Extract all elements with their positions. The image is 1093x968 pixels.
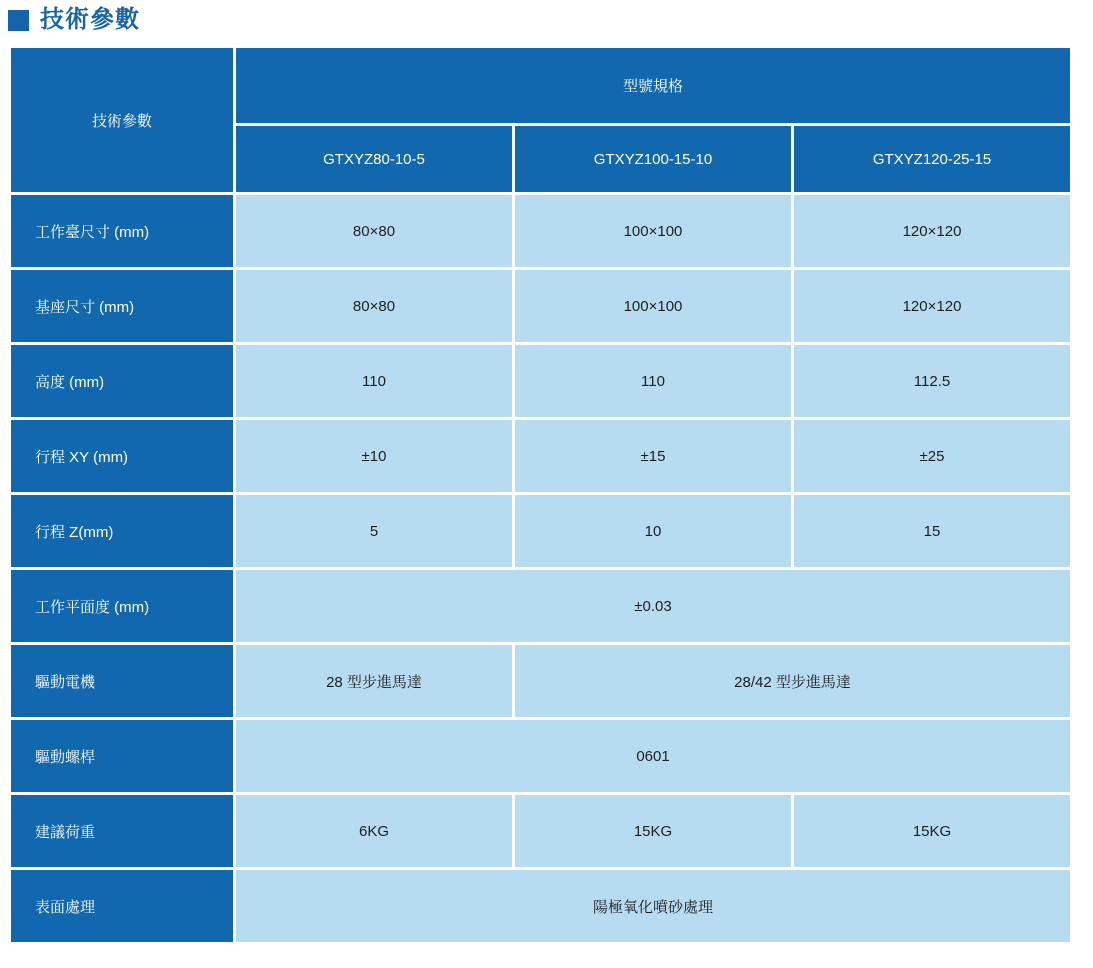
table-row [11,495,1070,567]
row-label: 基座尺寸 (mm) [11,270,233,342]
row-label: 高度 (mm) [11,345,233,417]
row-label: 建議荷重 [11,795,233,867]
model-header-1: GTXYZ80-10-5 [236,126,512,192]
cell-value: 10 [515,495,791,567]
cell-value-spanned: 陽極氧化噴砂處理 [236,870,1070,942]
section-title [8,6,1093,34]
row-label: 驅動電機 [11,645,233,717]
model-header-2: GTXYZ100-15-10 [515,126,791,192]
table-row [11,645,1070,717]
cell-value: 5 [236,495,512,567]
row-label: 工作平面度 (mm) [11,570,233,642]
cell-value: 110 [236,345,512,417]
cell-value: ±10 [236,420,512,492]
cell-value-spanned: ±0.03 [236,570,1070,642]
table-row [11,270,1070,342]
row-label: 工作臺尺寸 (mm) [11,195,233,267]
row-label: 表面處理 [11,870,233,942]
cell-value: 6KG [236,795,512,867]
row-label: 行程 Z(mm) [11,495,233,567]
row-label: 行程 XY (mm) [11,420,233,492]
table-row [11,720,1070,792]
model-header-3: GTXYZ120-25-15 [794,126,1070,192]
table-row [11,195,1070,267]
cell-value: 80×80 [236,270,512,342]
page-title: 技術參數 [40,6,140,33]
spec-table [8,45,1073,945]
table-row [11,870,1070,942]
cell-value: 15 [794,495,1070,567]
cell-value: 80×80 [236,195,512,267]
table-row [11,570,1070,642]
cell-value: 120×120 [794,195,1070,267]
cell-value: 112.5 [794,345,1070,417]
blue-square-icon [8,10,29,31]
row-label: 驅動螺桿 [11,720,233,792]
cell-value: ±15 [515,420,791,492]
group-header: 型號規格 [236,48,1070,123]
table-row [11,795,1070,867]
cell-value: 100×100 [515,270,791,342]
header-row-group [11,48,1070,123]
cell-value: ±25 [794,420,1070,492]
cell-value-spanned: 28/42 型步進馬達 [515,645,1070,717]
corner-header: 技術參數 [11,48,233,192]
cell-value: 28 型步進馬達 [236,645,512,717]
table-row [11,420,1070,492]
cell-value: 100×100 [515,195,791,267]
table-row [11,345,1070,417]
cell-value-spanned: 0601 [236,720,1070,792]
cell-value: 110 [515,345,791,417]
cell-value: 120×120 [794,270,1070,342]
cell-value: 15KG [794,795,1070,867]
cell-value: 15KG [515,795,791,867]
